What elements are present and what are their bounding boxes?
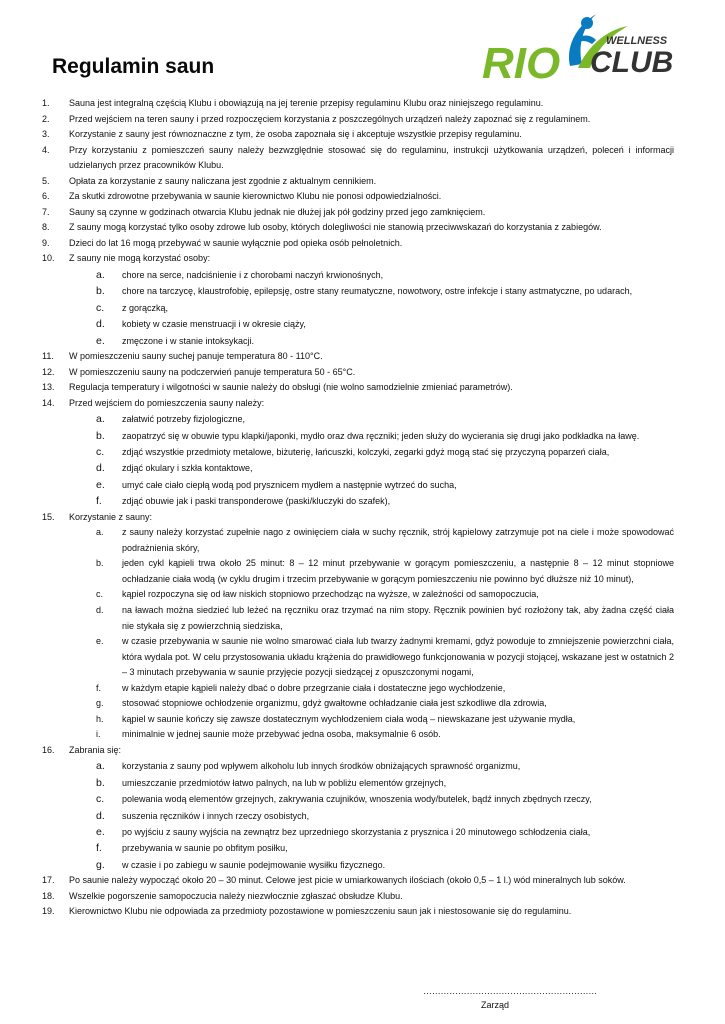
sub-item <box>69 634 674 681</box>
sub-item <box>69 428 674 444</box>
sub-item <box>69 493 674 509</box>
logo-rio-text: RIO <box>482 39 561 88</box>
sub-list <box>69 758 674 873</box>
rule-text: Z sauny mogą korzystać tylko osoby zdrowe lub osoby, których dolegliwości nie stanowią przeciwwskazań do korzystania z zabiegów. <box>69 222 602 233</box>
rule-number: 16. <box>42 744 55 755</box>
rule-item <box>42 96 674 112</box>
rule-text: Sauna jest integralną częścią Klubu i obowiązują na jej terenie przepisy regulaminu Klubu oraz niniejszego regulaminu. <box>69 98 544 108</box>
sub-letter: g. <box>96 858 105 871</box>
rules-list <box>42 96 674 920</box>
page-title: Regulamin saun <box>52 55 215 78</box>
sub-letter: d. <box>96 809 105 822</box>
sub-item <box>69 300 674 316</box>
sub-letter: d. <box>96 318 105 331</box>
rule-number: 17. <box>42 875 55 886</box>
rule-number: 11. <box>42 351 54 362</box>
rule-text: Regulacja temperatury i wilgotności w saunie należy do obsługi (nie wolno samodzielnie zmieniać parametrów). <box>69 382 513 393</box>
rule-item <box>42 873 674 889</box>
rule-number: 5. <box>42 175 50 186</box>
sub-letter: c. <box>96 793 105 806</box>
sub-letter: c. <box>96 446 105 459</box>
sub-letter: f. <box>96 495 102 508</box>
sub-item <box>69 824 674 840</box>
rule-number: 3. <box>42 129 50 140</box>
sub-letter: d. <box>96 604 104 615</box>
sub-text: w czasie i po zabiegu w saunie podejmowanie wysiłku fizycznego. <box>122 859 386 870</box>
sub-letter: b. <box>96 285 105 298</box>
rule-item <box>42 189 674 205</box>
rule-text: Przy korzystaniu z pomieszczeń sauny należy bezwzględnie stosować się do regulaminu, instrukcji użytkowania urządzeń, poleceń i informacji udzielanych przez pracowników Klubu. <box>69 144 674 171</box>
rule-text: Korzystanie z sauny: <box>69 511 153 522</box>
rule-item <box>42 236 674 252</box>
rule-item <box>42 380 674 396</box>
sub-text: przebywania w saunie po obfitym posiłku, <box>122 843 288 854</box>
rule-number: 9. <box>42 237 50 248</box>
sub-item <box>69 587 674 603</box>
sub-list <box>69 411 674 509</box>
sub-item <box>69 727 674 743</box>
sub-letter: a. <box>96 760 105 773</box>
rule-item <box>42 743 674 873</box>
sub-letter: h. <box>96 713 104 724</box>
rule-text: Z sauny nie mogą korzystać osoby: <box>69 253 211 264</box>
rule-item <box>42 349 674 365</box>
sub-item <box>69 712 674 728</box>
sub-text: po wyjściu z sauny wyjścia na zewnątrz bez uprzedniego skorzystania z prysznica i 20 minutowego schłodzenia ciała, <box>122 827 591 838</box>
sub-text: zaopatrzyć się w obuwie typu klapki/japonki, mydło oraz dwa ręczniki; jeden służy do wycierania się drugi jako podkładka na ławę. <box>122 430 640 441</box>
sub-text: korzystania z sauny pod wpływem alkoholu lub innych środków obniżających sprawność organizmu, <box>122 761 521 772</box>
rule-number: 8. <box>42 222 50 233</box>
sub-text: polewania wodą elementów grzejnych, zakrywania czujników, wnoszenia wody/butelek, bądź innych zbędnych rzeczy, <box>122 794 592 805</box>
rule-text: Za skutki zdrowotne przebywania w saunie kierownictwo Klubu nie ponosi odpowiedzialności. <box>69 191 442 202</box>
rule-item <box>42 174 674 190</box>
sub-letter: a. <box>96 527 104 538</box>
sub-text: w każdym etapie kąpieli należy dbać o dobre przegrzanie ciała i dostateczne jego wychłodzenie, <box>122 682 506 693</box>
sub-item <box>69 791 674 807</box>
rule-item <box>42 205 674 221</box>
signature-label: Zarząd <box>480 1000 509 1010</box>
sub-letter: d. <box>96 462 105 475</box>
rule-text: W pomieszczeniu sauny suchej panuje temperatura 80 - 110°C. <box>69 351 323 362</box>
sub-text: minimalnie w jednej saunie może przebywać jedna osoba, maksymalnie 6 osób. <box>122 729 441 740</box>
rule-text: Po saunie należy wypocząć około 20 – 30 minut. Celowe jest picie w umiarkowanych ilościach (około 0,5 – 1 l.) wód mineralnych lub soków. <box>69 875 626 886</box>
sub-item <box>69 840 674 856</box>
rule-item <box>42 143 674 174</box>
rule-item <box>42 889 674 905</box>
sub-text: na ławach można siedzieć lub leżeć na ręczniku oraz trzymać na nim stopy. Ręcznik powinien być rozłożony tak, aby żadna część ciała nie stykała się z powierzchnią siedziska, <box>122 604 674 631</box>
sub-text: zmęczone i w stanie intoksykacji. <box>122 335 255 346</box>
sub-letter: b. <box>96 776 105 789</box>
rule-number: 15. <box>42 511 55 522</box>
sub-text: z sauny należy korzystać zupełnie nago z owinięciem ciała w suchy ręcznik, strój kąpielowy zatrzymuje pot na ciele i może spowodować podrażnienia skóry, <box>122 527 674 553</box>
sub-letter: b. <box>96 558 104 569</box>
sub-item <box>69 556 674 587</box>
rule-number: 18. <box>42 890 55 901</box>
sub-letter: f. <box>96 842 102 855</box>
rule-text: Opłata za korzystanie z sauny naliczana jest zgodnie z aktualnym cennikiem. <box>69 175 377 186</box>
signature-block <box>423 986 598 1010</box>
sub-item <box>69 283 674 299</box>
sub-letter: g. <box>96 698 104 709</box>
rule-number: 1. <box>42 98 50 108</box>
logo-club-text: CLUB <box>590 46 674 79</box>
rule-number: 19. <box>42 906 55 917</box>
sub-text: z gorączką, <box>122 302 169 313</box>
sub-text: zdjąć obuwie jak i paski transponderowe (paski/kluczyki do szafek), <box>122 496 391 507</box>
rule-text: Kierownictwo Klubu nie odpowiada za przedmioty pozostawione w pomieszczeniu saun jak i niestosowanie się do regulaminu. <box>69 906 572 917</box>
sub-text: zdjąć wszystkie przedmioty metalowe, biżuterię, łańcuszki, kolczyki, zegarki gdyż mogą stać się przyczyną poparzeń ciała, <box>122 447 610 458</box>
sub-item <box>69 333 674 349</box>
sub-letter: i. <box>96 729 101 740</box>
rule-text: Sauny są czynne w godzinach otwarcia Klubu jednak nie dłużej jak pół godziny przed jego zamknięciem. <box>69 206 486 217</box>
sub-item <box>69 808 674 824</box>
rule-text: Zabrania się: <box>69 744 122 755</box>
sub-item <box>69 477 674 493</box>
rule-number: 6. <box>42 191 50 202</box>
rule-number: 10. <box>42 253 55 264</box>
sub-item <box>69 316 674 332</box>
sub-letter: f. <box>96 682 102 693</box>
rio-wellness-club-logo <box>478 6 678 86</box>
rule-item <box>42 127 674 143</box>
sub-text: umieszczanie przedmiotów łatwo palnych, na lub w pobliżu elementów grzejnych, <box>122 777 447 788</box>
rule-item <box>42 396 674 510</box>
sub-list <box>69 525 674 743</box>
sub-letter: a. <box>96 269 105 282</box>
sub-item <box>69 460 674 476</box>
rule-item <box>42 112 674 128</box>
sub-item <box>69 444 674 460</box>
sub-list <box>69 267 674 349</box>
rule-text: Wszelkie pogorszenie samopoczucia należy niezwłocznie zgłaszać obsłudze Klubu. <box>69 890 403 901</box>
sub-text: umyć całe ciało ciepłą wodą pod prysznicem mydłem a następnie wytrzeć do sucha, <box>122 479 457 490</box>
sub-item <box>69 267 674 283</box>
sub-text: jeden cykl kąpieli trwa około 25 minut: 8 – 12 minut przebywanie w gorącym pomieszczeniu, a następnie 8 – 12 minut stopniowe ochładzanie ciała wodą (w cyklu drugim i trzecim przebywanie w gorącym pomieszczeniu nie powinno być dłuższe niż 10 minut), <box>122 558 674 584</box>
sub-letter: e. <box>96 826 105 839</box>
rule-number: 4. <box>42 144 50 155</box>
rule-number: 7. <box>42 206 50 217</box>
rule-item <box>42 510 674 743</box>
rule-item <box>42 220 674 236</box>
sub-letter: e. <box>96 636 104 647</box>
signature-line: …………………………………………………… <box>423 986 598 996</box>
rule-text: Przed wejściem na teren sauny i przed rozpoczęciem korzystania z poszczególnych urządzeń należy zapoznać się z regulaminem. <box>69 113 591 124</box>
rule-text: Korzystanie z sauny jest równoznaczne z tym, że osoba zapoznała się i akceptuje wszystkie przepisy regulaminu. <box>69 129 522 140</box>
logo-wellness-text: WELLNESS <box>606 35 668 47</box>
sub-item <box>69 603 674 634</box>
sub-item <box>69 696 674 712</box>
sub-text: załatwić potrzeby fizjologiczne, <box>122 414 246 425</box>
sub-letter: b. <box>96 429 105 442</box>
sub-item <box>69 525 674 556</box>
rule-item <box>42 251 674 349</box>
sub-text: chore na serce, nadciśnienie i z chorobami naczyń krwionośnych, <box>122 270 384 281</box>
sub-letter: e. <box>96 334 105 347</box>
sub-text: stosować stopniowe ochłodzenie organizmu, gdyż gwałtowne ochładzanie ciała jest szkodliwe dla zdrowia, <box>122 698 547 709</box>
sub-text: kąpiel rozpoczyna się od ław niskich stopniowo przechodząc na wyższe, w zależności od samopoczucia, <box>122 589 539 600</box>
sub-text: zdjąć okulary i szkła kontaktowe, <box>122 463 253 474</box>
sub-letter: c. <box>96 301 105 314</box>
logo-head-icon <box>581 17 593 29</box>
sub-item <box>69 857 674 873</box>
sub-letter: e. <box>96 478 105 491</box>
rule-item <box>42 365 674 381</box>
sub-text: kąpiel w saunie kończy się zawsze dostatecznym wychłodzeniem ciała wodą – niewskazane jest używanie mydła, <box>122 713 576 724</box>
rule-number: 2. <box>42 113 50 124</box>
rule-number: 14. <box>42 397 55 408</box>
sub-text: suszenia ręczników i innych rzeczy osobistych, <box>122 810 310 821</box>
sub-text: w czasie przebywania w saunie nie wolno smarować ciała lub twarzy żadnymi kremami, gdyż powoduje to zmniejszenie powierzchni ciała, która wydala pot. W celu przystosowania układu krążenia do prawidłowego funkcjonowania w pozycji stojącej, wskazane jest w ostatnich 2 – 3 minutach przebywania w saunie przyjęcie pozycji siedzącej z opuszczonymi nogami, <box>122 636 674 678</box>
sub-item <box>69 775 674 791</box>
rule-item <box>42 904 674 920</box>
sub-item <box>69 681 674 697</box>
rule-text: W pomieszczeniu sauny na podczerwień panuje temperatura 50 - 65°C. <box>69 366 356 377</box>
sub-letter: c. <box>96 589 104 600</box>
rule-number: 12. <box>42 366 55 377</box>
rule-text: Przed wejściem do pomieszczenia sauny należy: <box>69 397 265 408</box>
sub-text: chore na tarczycę, klaustrofobię, epilepsję, ostre stany reumatyczne, nowotwory, ostre infekcje i stany astmatyczne, po udarach, <box>122 286 633 297</box>
sub-item <box>69 411 674 427</box>
sub-text: kobiety w czasie menstruacji i w okresie ciąży, <box>122 319 306 330</box>
rule-number: 13. <box>42 382 55 393</box>
sub-letter: a. <box>96 413 105 426</box>
sub-item <box>69 758 674 774</box>
rule-text: Dzieci do lat 16 mogą przebywać w saunie wyłącznie pod opieka osób pełnoletnich. <box>69 237 403 248</box>
